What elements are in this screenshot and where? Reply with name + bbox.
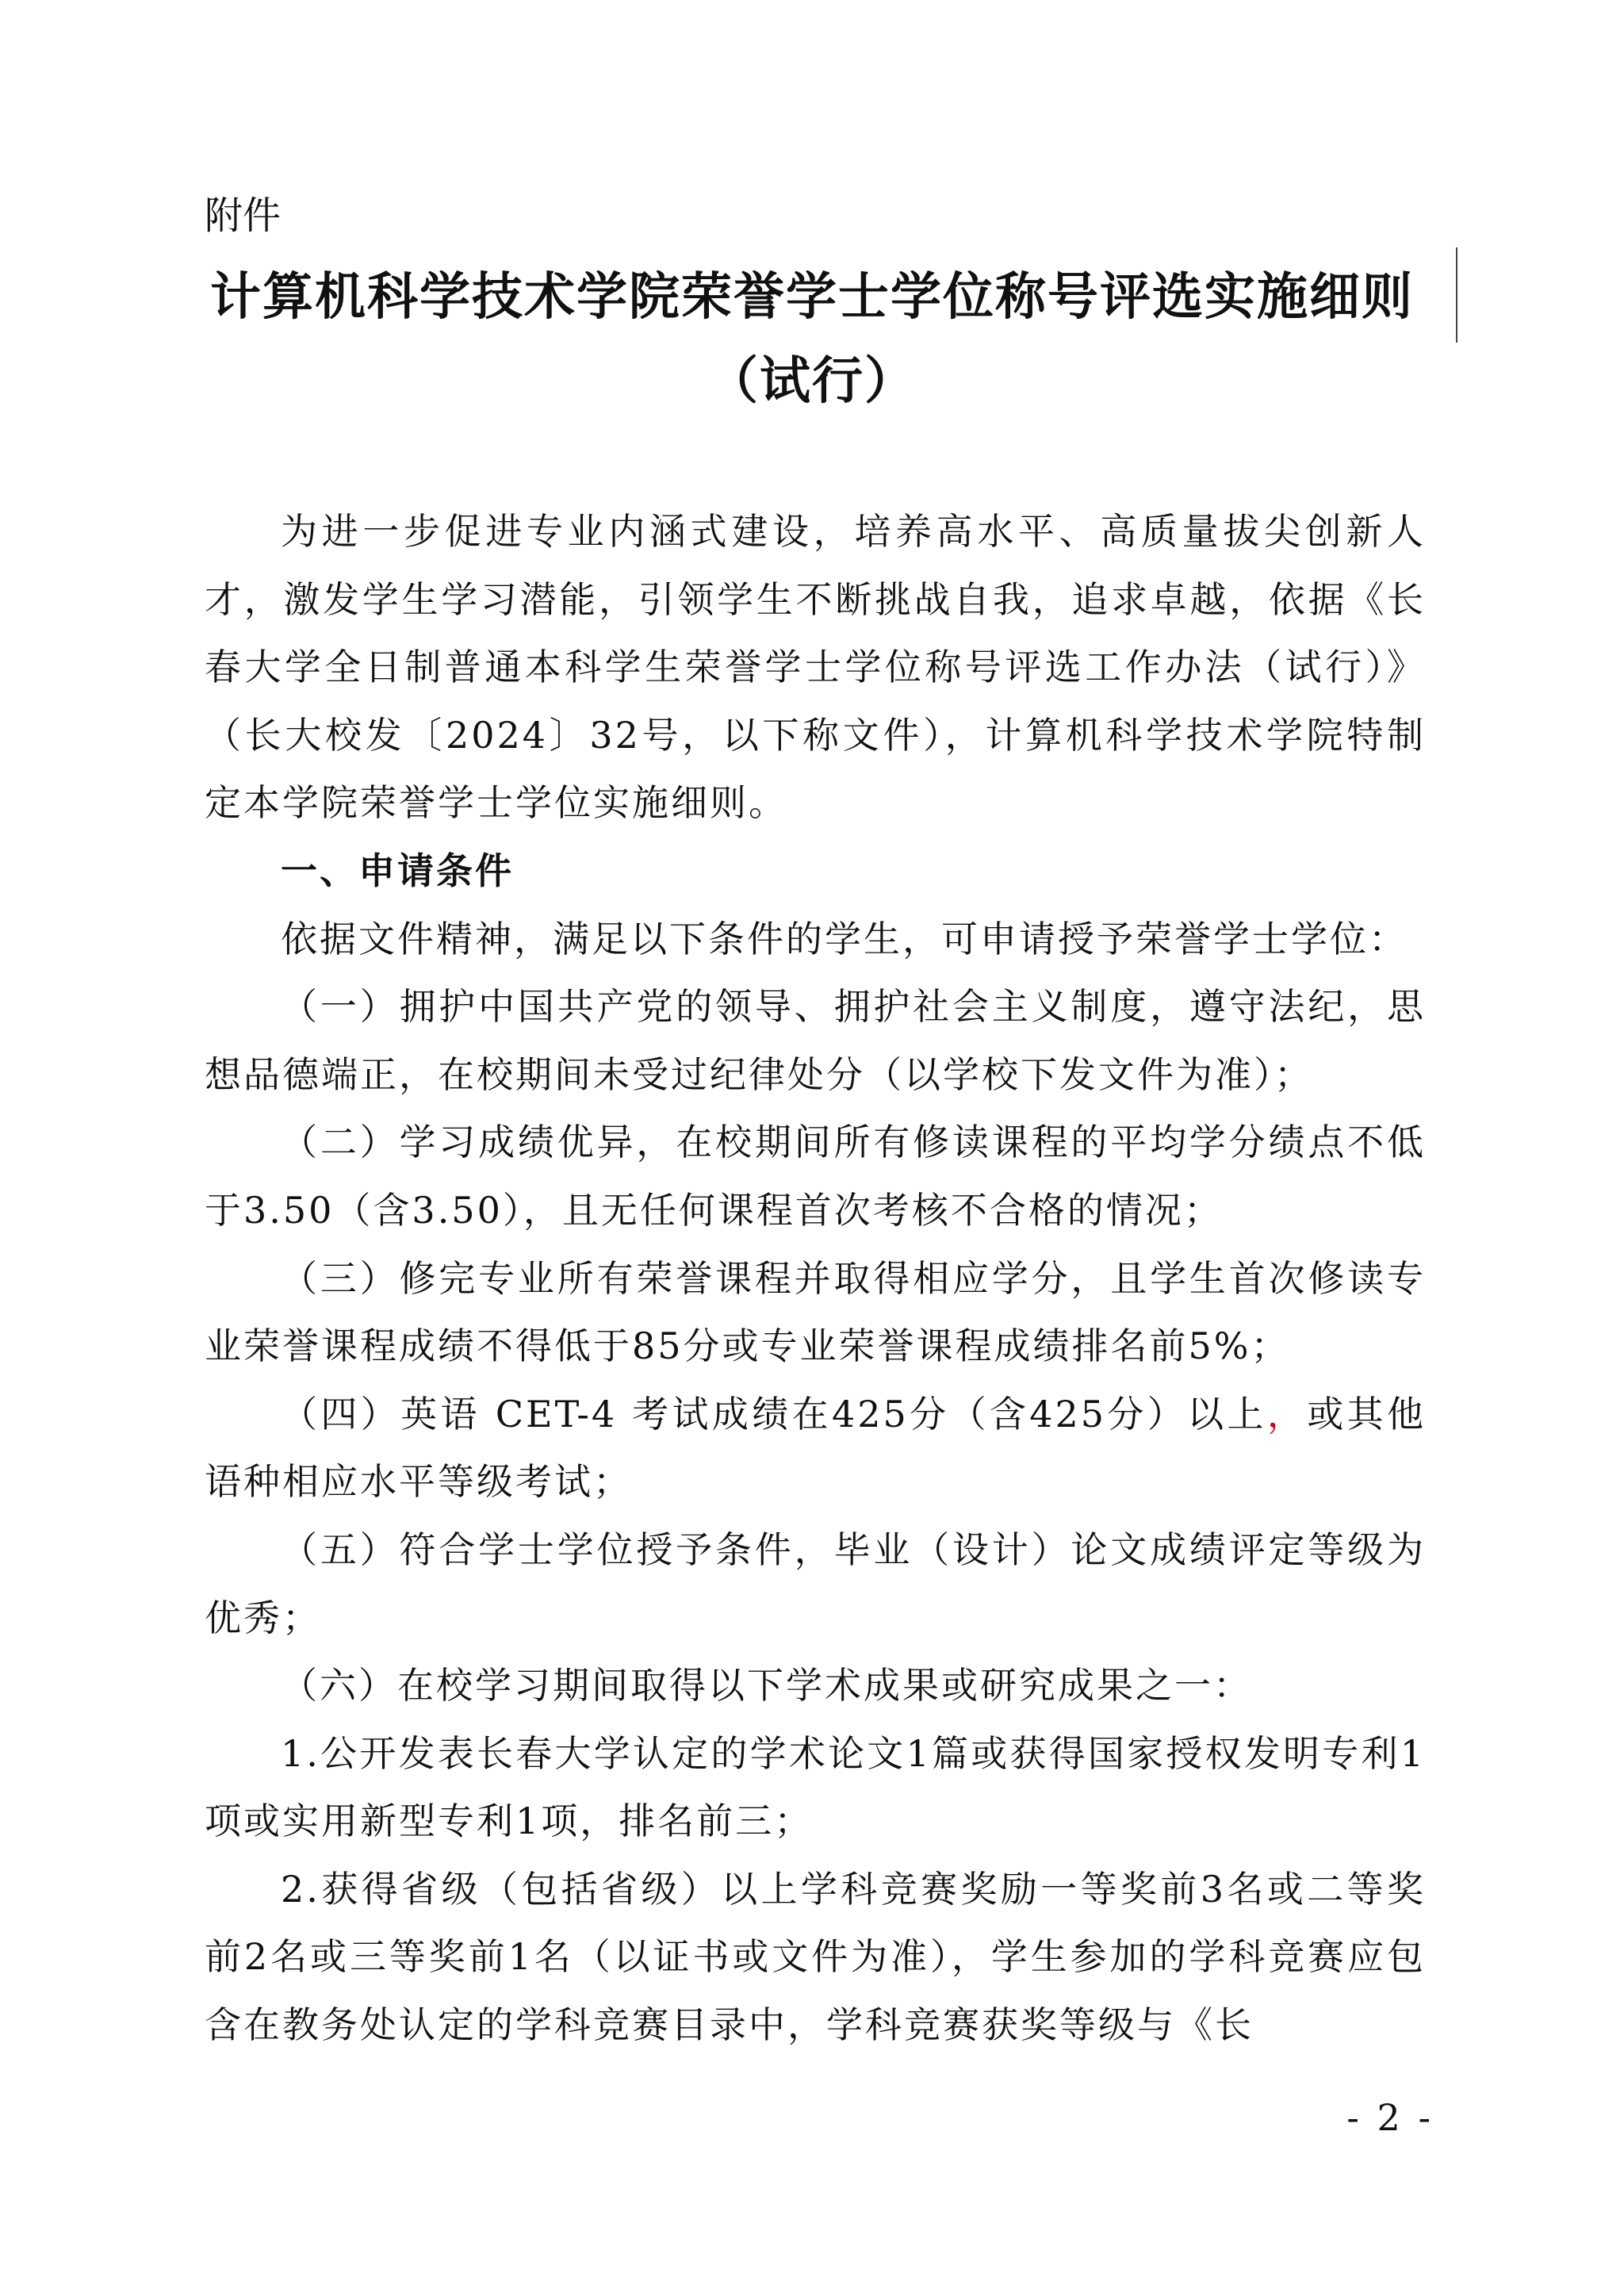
page-number: - 2 - — [1346, 2096, 1434, 2139]
achievement-item-2: 2.获得省级（包括省级）以上学科竞赛奖励一等奖前3名或二等奖前2名或三等奖前1名（以证书或文件为准），学生参加的学科竞赛应包含在教务处认定的学科竞赛目录中，学科竞赛获奖等级与《长 — [205, 1867, 1426, 2047]
red-comma-mark: ， — [1266, 1392, 1308, 1435]
condition-item-4 — [205, 1381, 1426, 1516]
condition-item-4-main: （四）英语 CET-4 考试成绩在425分（含425分）以上 — [281, 1392, 1267, 1435]
document-title: 计算机科学技术学院荣誉学士学位称号评选实施细则 — [210, 268, 1414, 327]
condition-item-3: （三）修完专业所有荣誉课程并取得相应学分，且学生首次修读专业荣誉课程成绩不得低于85分或专业荣誉课程成绩排名前5%； — [205, 1256, 1426, 1368]
condition-item-1: （一）拥护中国共产党的领导、拥护社会主义制度，遵守法纪，思想品德端正，在校期间未受过纪律处分（以学校下发文件为准）； — [205, 985, 1426, 1096]
condition-item-5: （五）符合学士学位授予条件，毕业（设计）论文成绩评定等级为优秀； — [205, 1527, 1426, 1639]
intro-paragraph: 为进一步促进专业内涵式建设，培养高水平、高质量拔尖创新人才，激发学生学习潜能，引领学生不断挑战自我，追求卓越，依据《长春大学全日制普通本科学生荣誉学士学位称号评选工作办法（试行）》（长大校发〔2024〕32号，以下称文件），计算机科学技术学院特制定本学院荣誉学士学位实施细则。 — [205, 510, 1426, 825]
document-body — [205, 498, 1426, 2060]
achievement-item-1: 1.公开发表长春大学认定的学术论文1篇或获得国家授权发明专利1项或实用新型专利1项，排名前三； — [205, 1731, 1426, 1843]
section-heading: 一、申请条件 — [281, 849, 514, 892]
document-subtitle: （试行） — [707, 352, 917, 411]
condition-item-4-rest: 或其他语种相应水平等级考试； — [205, 1392, 1427, 1504]
condition-item-2: （二）学习成绩优异，在校期间所有修读课程的平均学分绩点不低于3.50（含3.50），且无任何课程首次考核不合格的情况； — [205, 1121, 1426, 1232]
condition-item-6: （六）在校学习期间取得以下学术成果或研究成果之一： — [281, 1664, 1252, 1708]
section-lead: 依据文件精神，满足以下条件的学生，可申请授予荣誉学士学位： — [281, 917, 1408, 960]
annex-label: 附件 — [205, 194, 282, 238]
